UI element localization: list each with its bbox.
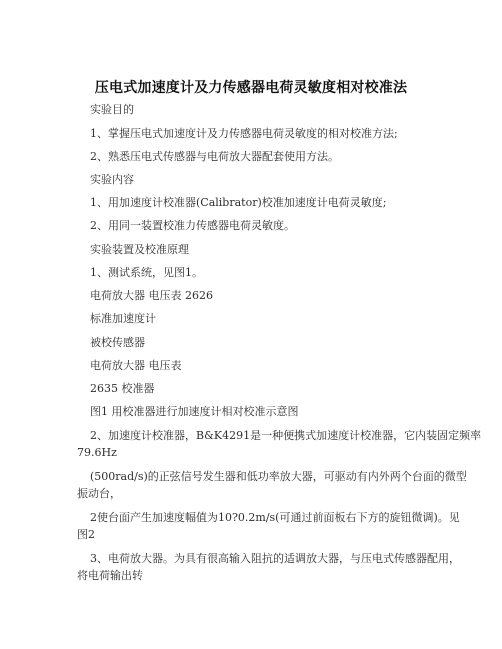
paragraph-line: 1、测试系统，见图1。	[90, 266, 203, 279]
paragraph-line: 1、用加速度计校准器(Calibrator)校准加速度计电荷灵敏度;	[90, 196, 387, 209]
figure-label: 2635 校准器	[90, 382, 155, 395]
paragraph-line: 图2	[77, 528, 95, 541]
figure-label: 被校传感器	[90, 336, 145, 349]
paragraph-line: 2使台面产生加速度幅值为10?0.2m/s(可通过前面板右下方的旋钮微调)。见	[90, 511, 460, 524]
section-heading-apparatus: 实验装置及校准原理	[90, 243, 189, 256]
figure-label: 标准加速度计	[90, 312, 156, 325]
figure-label: 电荷放大器 电压表 2626	[90, 289, 213, 302]
paragraph-line: 79.6Hz	[77, 446, 117, 459]
document-title: 压电式加速度计及力传感器电荷灵敏度相对校准法	[94, 80, 408, 96]
figure-label: 电荷放大器 电压表	[90, 359, 182, 372]
paragraph-line: 1、掌握压电式加速度计及力传感器电荷灵敏度的相对校准方法;	[90, 127, 398, 140]
paragraph-line: 2、用同一装置校准力传感器电荷灵敏度。	[90, 219, 295, 232]
figure-caption: 图1 用校准器进行加速度计相对校准示意图	[90, 405, 299, 418]
section-heading-purpose: 实验目的	[90, 103, 134, 116]
paragraph-line: (500rad/s)的正弦信号发生器和低功率放大器，可驱动有内外两个台面的微型	[90, 470, 467, 483]
paragraph-line: 3、电荷放大器。为具有很高输入阻抗的适调放大器，与压电式传感器配用，	[90, 552, 460, 565]
section-heading-content: 实验内容	[90, 173, 134, 186]
paragraph-line: 2、加速度计校准器，B&K4291是一种便携式加速度计校准器，它内装固定频率	[90, 429, 482, 442]
paragraph-line: 2、熟悉压电式传感器与电荷放大器配套使用方法。	[90, 150, 339, 163]
paragraph-line: 振动台，	[77, 487, 121, 500]
paragraph-line: 将电荷输出转	[77, 569, 143, 582]
